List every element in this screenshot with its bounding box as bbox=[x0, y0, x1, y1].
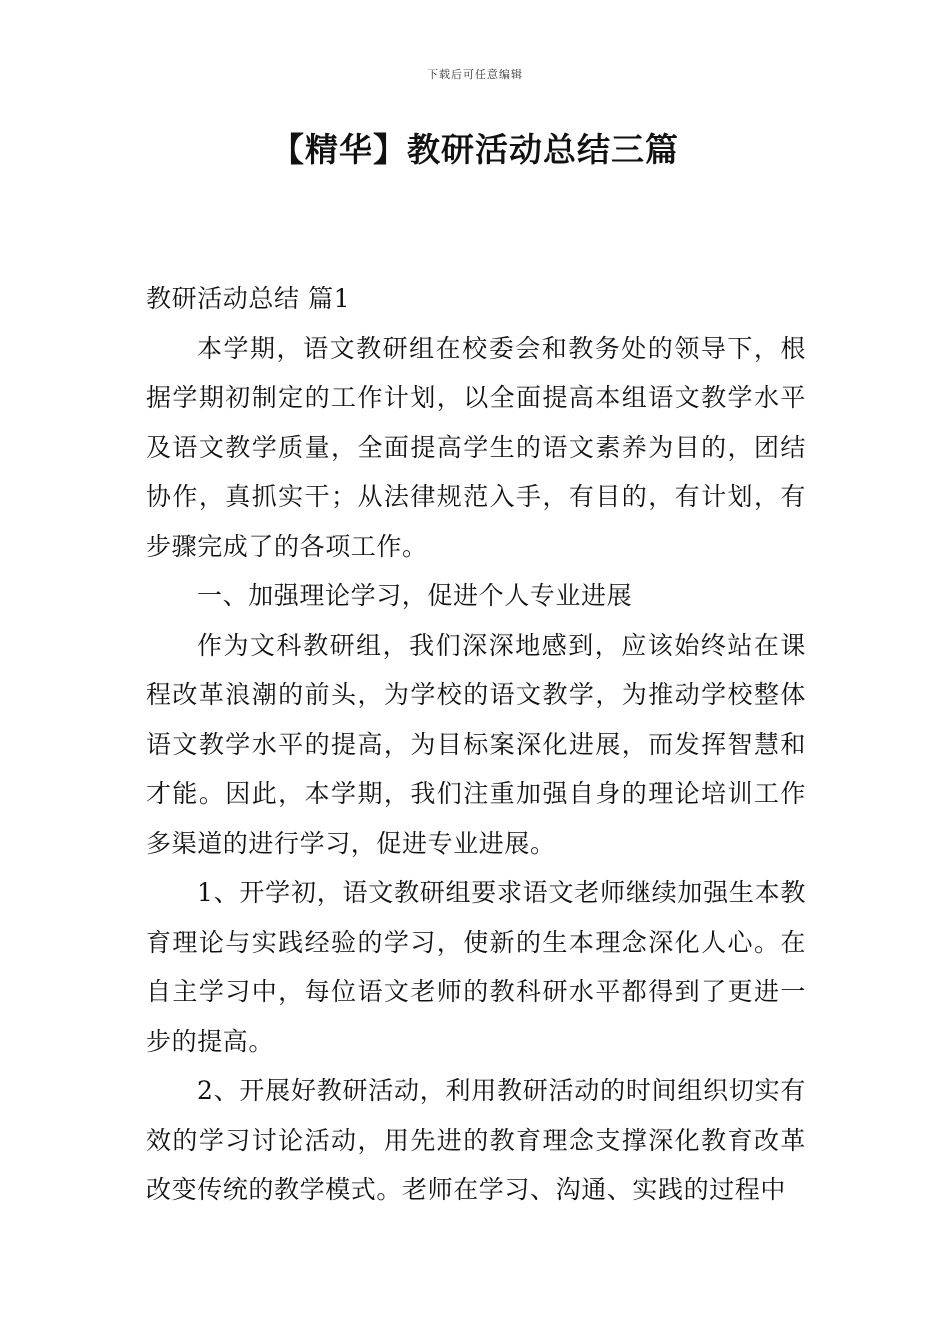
paragraph: 2、开展好教研活动，利用教研活动的时间组织切实有效的学习讨论活动，用先进的教育理念支撑深化教育改革改变传统的教学模式。老师在学习、沟通、实践的过程中 bbox=[146, 1076, 806, 1204]
document-body bbox=[146, 274, 806, 1215]
paragraph: 1、开学初，语文教研组要求语文老师继续加强生本教育理论与实践经验的学习，使新的生本理念深化人心。在自主学习中，每位语文老师的教科研水平都得到了更进一步的提高。 bbox=[146, 878, 806, 1056]
document-title: 【精华】教研活动总结三篇 bbox=[271, 130, 679, 169]
subheading: 一、加强理论学习，促进个人专业进展 bbox=[197, 581, 633, 610]
paragraph: 本学期，语文教研组在校委会和教务处的领导下，根据学期初制定的工作计划，以全面提高本组语文教学水平及语文教学质量，全面提高学生的语文素养为目的，团结协作，真抓实干；从法律规范入手，有目的，有计划，有步骤完成了的各项工作。 bbox=[146, 333, 806, 561]
paragraph: 作为文科教研组，我们深深地感到，应该始终站在课程改革浪潮的前头，为学校的语文教学，为推动学校整体语文教学水平的提高，为目标案深化进展，而发挥智慧和才能。因此，本学期，我们注重加强自身的理论培训工作多渠道的进行学习，促进专业进展。 bbox=[146, 630, 806, 858]
header-note: 下载后可任意编辑 bbox=[427, 68, 523, 81]
section-heading: 教研活动总结 篇1 bbox=[146, 284, 351, 313]
